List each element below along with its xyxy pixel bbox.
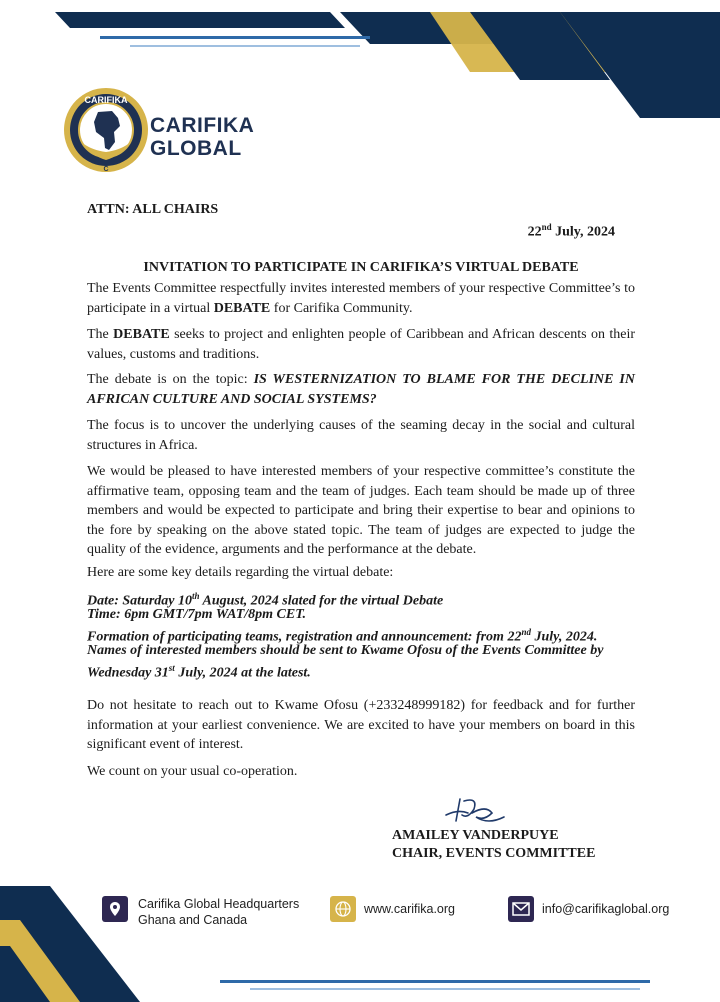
seal-letter: C xyxy=(103,166,109,173)
footer-address xyxy=(102,896,299,928)
brand-name-line1: CARIFIKA xyxy=(150,114,255,137)
paragraph-key-details-intro: Here are some key details regarding the virtual debate: xyxy=(87,565,394,580)
signatory-name: AMAILEY VANDERPUYE xyxy=(392,828,559,843)
address-line1: Carifika Global Headquarters xyxy=(138,897,300,911)
footer-email[interactable] xyxy=(508,896,669,922)
carifika-seal-logo xyxy=(62,86,150,174)
letter-title: INVITATION TO PARTICIPATE IN CARIFIKA’S VIRTUAL DEBATE xyxy=(143,260,579,275)
paragraph-closing: We count on your usual co-operation. xyxy=(87,764,298,779)
brand-name-line2: GLOBAL xyxy=(150,137,242,160)
address-line2: Ghana and Canada xyxy=(138,913,248,927)
email-link[interactable]: info@carifikaglobal.org xyxy=(542,902,670,916)
detail-date: Date: Saturday 10th August, 2024 slated for the virtual Debate xyxy=(87,591,444,609)
footer-website[interactable] xyxy=(330,896,455,922)
envelope-icon xyxy=(508,896,534,922)
paragraph-invitation: The Events Committee respectfully invites interested members of your respective Committee’s to participate in a virtual DEBATE for Carifika Community. xyxy=(87,281,635,316)
attn-line: ATTN: ALL CHAIRS xyxy=(87,202,219,217)
signatory-title: CHAIR, EVENTS COMMITTEE xyxy=(392,846,596,861)
website-link[interactable]: www.carifika.org xyxy=(364,902,455,916)
paragraph-focus: The focus is to uncover the underlying causes of the seaming decay in the social and cultural structures in Africa. xyxy=(87,418,635,453)
detail-formation: Formation of participating teams, registration and announcement: from 22nd July, 2024. xyxy=(87,627,598,645)
paragraph-topic: The debate is on the topic: IS WESTERNIZATION TO BLAME FOR THE DECLINE IN AFRICAN CULTURE AND SOCIAL SYSTEMS? xyxy=(87,372,635,407)
detail-names-deadline: Names of interested members should be sent to Kwame Ofosu of the Events Committee by Wednesday 31st July, 2024 at the latest. xyxy=(87,643,604,681)
paragraph-teams: We would be pleased to have interested members of your respective committee’s constitute the affirmative team, opposing team and the team of judges. Each team should be made up of three members and would be expected to participate and bring their expertise to bear and opinions to the fore by speaking on the above stated topic. The team of judges are expected to judge the quality of the evidence, arguments and the performance at the debate. xyxy=(87,464,635,557)
letter-date: 22nd July, 2024 xyxy=(527,222,615,240)
location-pin-icon xyxy=(102,896,128,922)
seal-text: CARIFIKA xyxy=(84,95,128,105)
globe-icon xyxy=(330,896,356,922)
paragraph-contact: Do not hesitate to reach out to Kwame Ofosu (+233248999182) for feedback and for further information at your earliest convenience. We are excited to have your members on board in this significant event of interest. xyxy=(87,698,635,752)
signature-scribble xyxy=(438,795,518,829)
paragraph-debate-purpose: The DEBATE seeks to project and enlighten people of Caribbean and African descents on their values, customs and traditions. xyxy=(87,327,636,362)
detail-time: Time: 6pm GMT/7pm WAT/8pm CET. xyxy=(87,607,306,622)
